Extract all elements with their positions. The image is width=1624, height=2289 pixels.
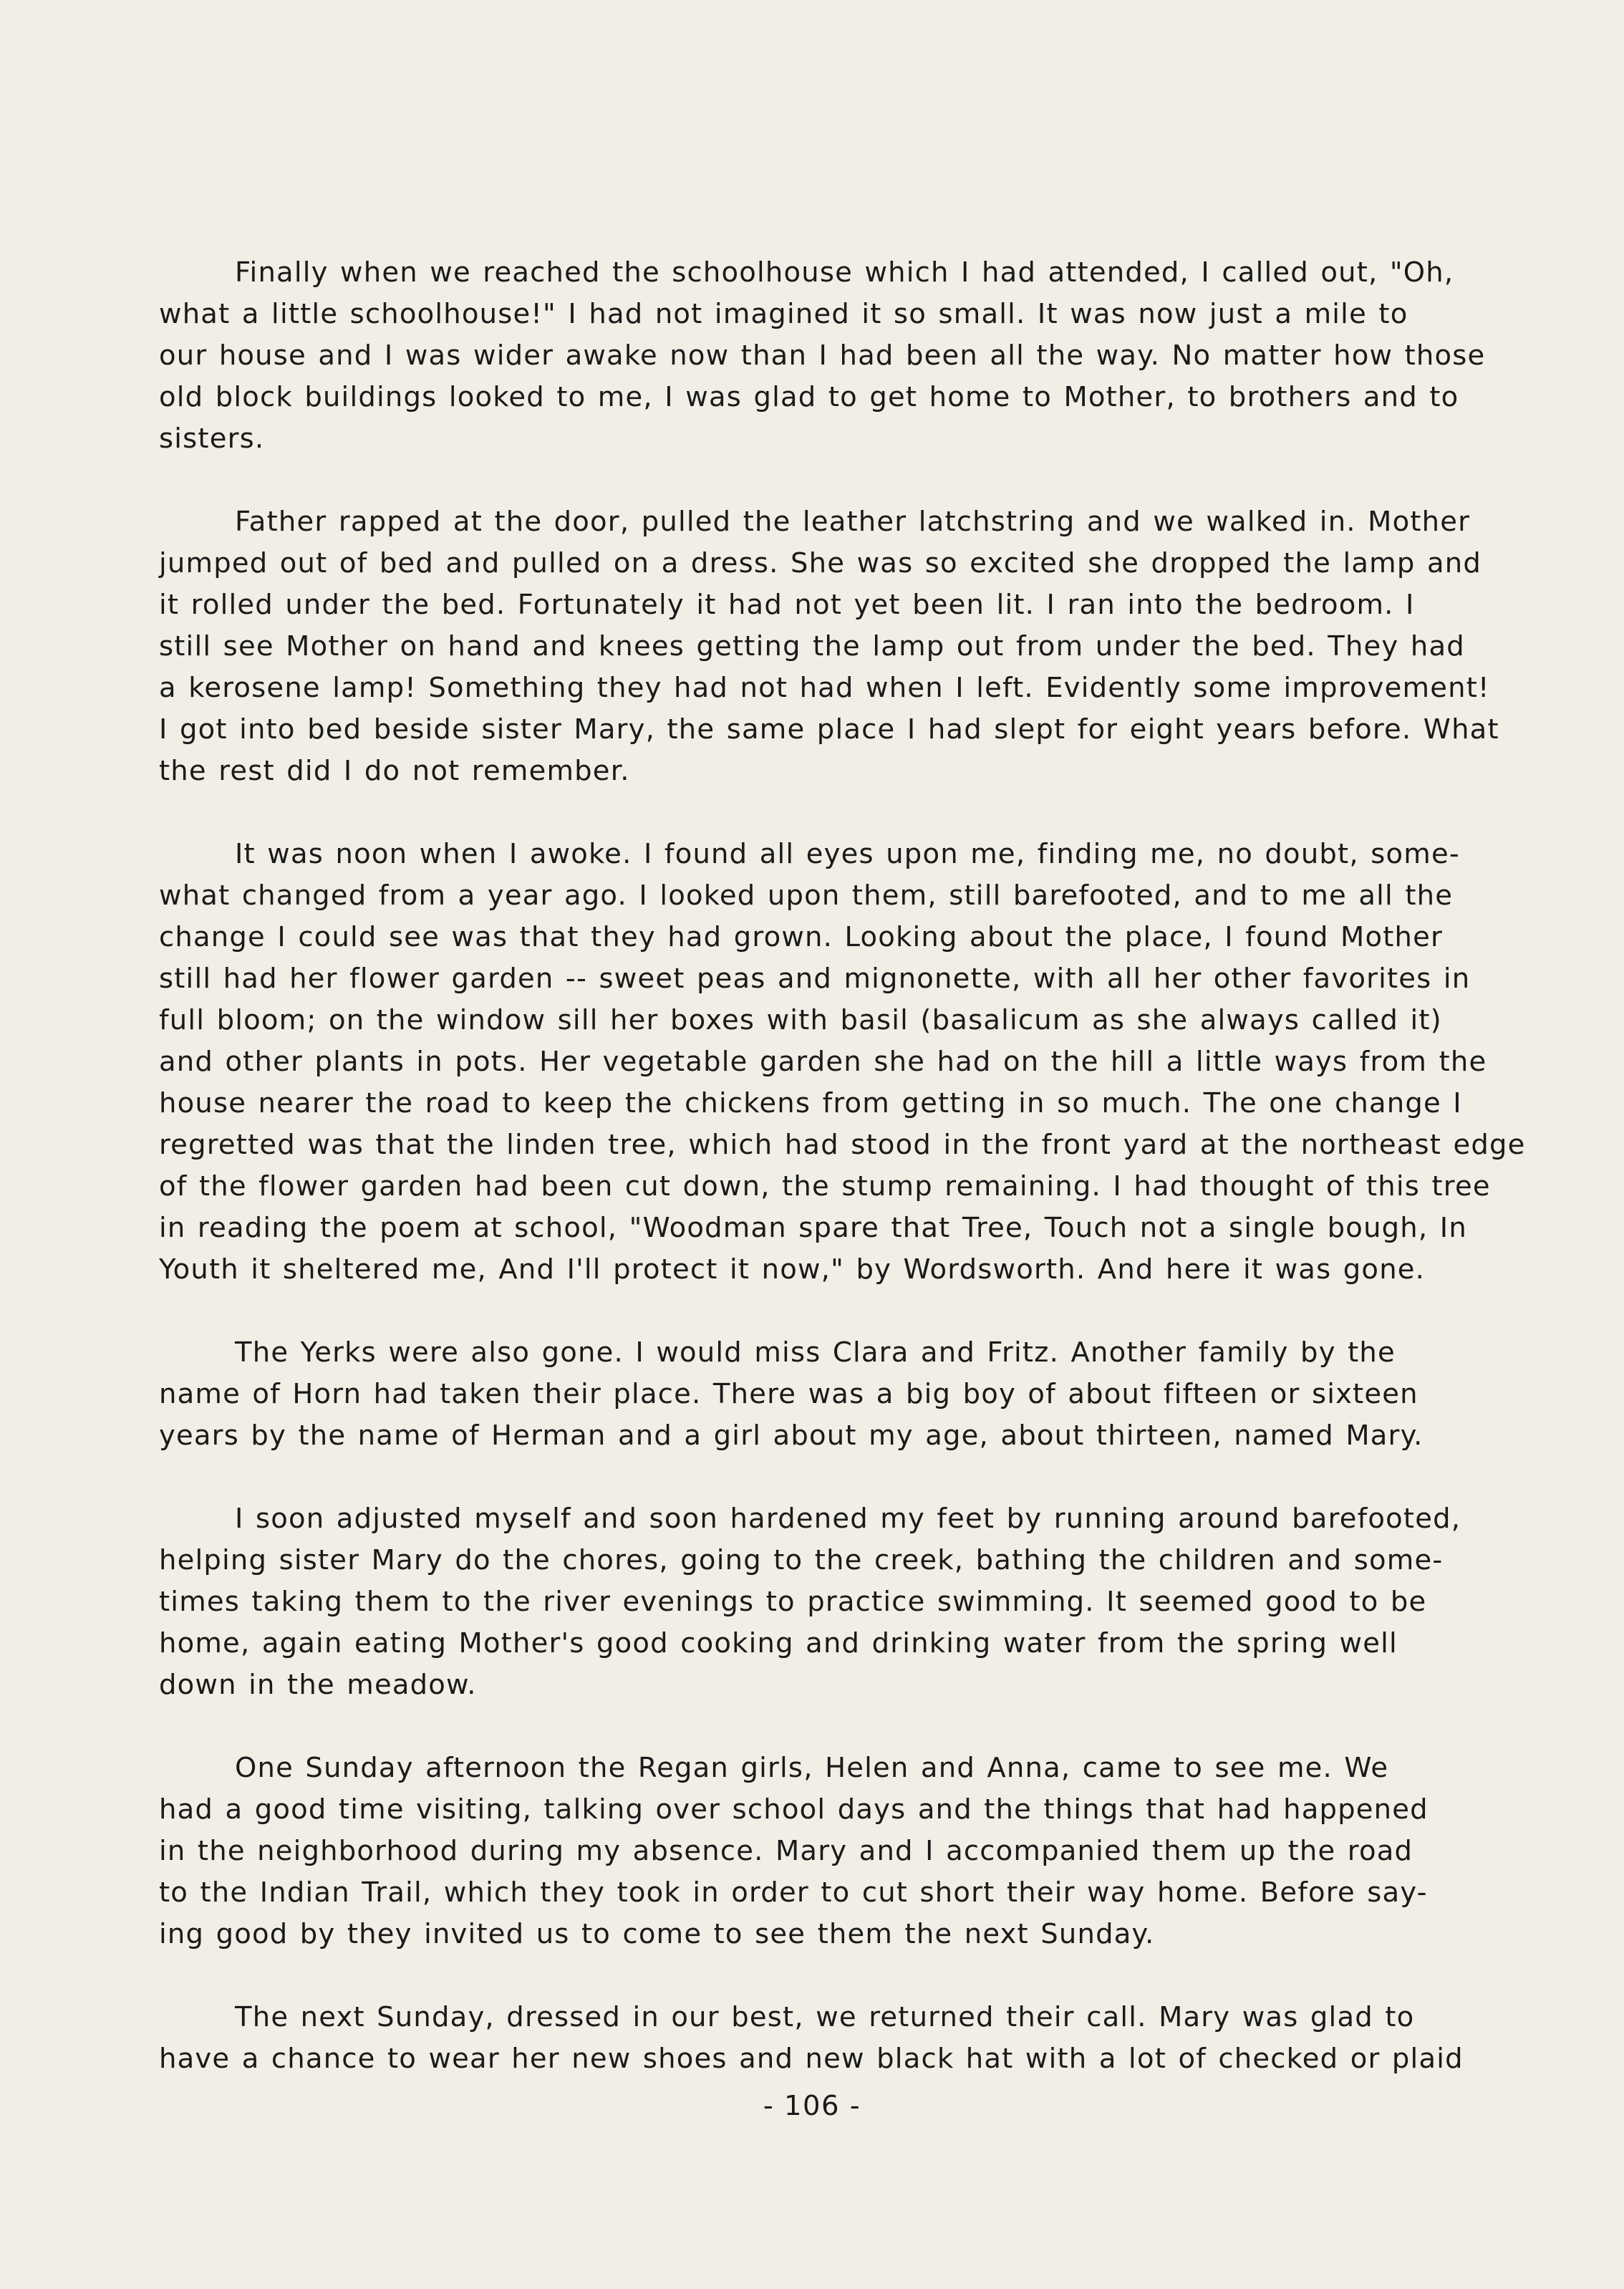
paragraph-arrival	[159, 501, 1555, 792]
text-line: Youth it sheltered me, And I'll protect it now," by Wordsworth. And here it was gone.	[159, 1253, 1426, 1286]
text-line: have a chance to wear her new shoes and new black hat with a lot of checked or plaid	[159, 2043, 1464, 2075]
text-line: The next Sunday, dressed in our best, we returned their call. Mary was glad to	[235, 2001, 1415, 2033]
text-line: of the flower garden had been cut down, the stump remaining. I had thought of this tree	[159, 1170, 1491, 1203]
text-line: jumped out of bed and pulled on a dress. She was so excited she dropped the lamp and	[159, 547, 1482, 579]
text-line: I got into bed beside sister Mary, the same place I had slept for eight years before. What	[159, 713, 1499, 746]
text-line: our house and I was wider awake now than I had been all the way. No matter how those	[159, 339, 1486, 372]
text-line: It was noon when I awoke. I found all eyes upon me, finding me, no doubt, some-	[235, 838, 1460, 870]
paragraph-noon	[159, 834, 1555, 1291]
text-line: still had her flower garden -- sweet peas and mignonette, with all her other favorites in	[159, 963, 1471, 995]
text-line: house nearer the road to keep the chickens from getting in so much. The one change I	[159, 1087, 1462, 1119]
text-line: home, again eating Mother's good cooking and drinking water from the spring well	[159, 1627, 1398, 1659]
text-line: full bloom; on the window sill her boxes with basil (basalicum as she always called it)	[159, 1004, 1442, 1036]
text-line: Father rapped at the door, pulled the leather latchstring and we walked in. Mother	[235, 506, 1471, 538]
text-line: helping sister Mary do the chores, going to the creek, bathing the children and some-	[159, 1544, 1444, 1576]
paragraph-schoolhouse	[159, 252, 1555, 460]
text-line: ing good by they invited us to come to see them the next Sunday.	[159, 1918, 1155, 1950]
text-line: in the neighborhood during my absence. Mary and I accompanied them up the road	[159, 1835, 1413, 1867]
text-line: I soon adjusted myself and soon hardened my feet by running around barefooted,	[235, 1503, 1461, 1535]
text-line: The Yerks were also gone. I would miss Clara and Fritz. Another family by the	[235, 1336, 1396, 1369]
text-line: name of Horn had taken their place. There was a big boy of about fifteen or sixteen	[159, 1378, 1418, 1410]
text-line: regretted was that the linden tree, which had stood in the front yard at the northeast edge	[159, 1129, 1526, 1161]
paragraph-next-sunday	[159, 1997, 1555, 2080]
text-line: down in the meadow.	[159, 1669, 477, 1701]
text-line: change I could see was that they had grown. Looking about the place, I found Mother	[159, 921, 1444, 953]
text-line: had a good time visiting, talking over school days and the things that had happened	[159, 1793, 1429, 1826]
text-line: Finally when we reached the schoolhouse which I had attended, I called out, "Oh,	[235, 256, 1454, 289]
text-line: the rest did I do not remember.	[159, 755, 630, 787]
text-line: it rolled under the bed. Fortunately it had not yet been lit. I ran into the bedroom. I	[159, 589, 1415, 621]
text-line: to the Indian Trail, which they took in order to cut short their way home. Before say-	[159, 1876, 1428, 1909]
text-line: what changed from a year ago. I looked upon them, still barefooted, and to me all the	[159, 880, 1454, 912]
text-line: years by the name of Herman and a girl about my age, about thirteen, named Mary.	[159, 1420, 1424, 1452]
text-line: a kerosene lamp! Something they had not had when I left. Evidently some improvement!	[159, 672, 1490, 704]
body-text	[159, 252, 1555, 2121]
text-line: One Sunday afternoon the Regan girls, Helen and Anna, came to see me. We	[235, 1752, 1389, 1784]
page-number: - 106 -	[763, 2090, 861, 2122]
paragraph-yerks	[159, 1332, 1555, 1457]
text-line: in reading the poem at school, "Woodman spare that Tree, Touch not a single bough, In	[159, 1212, 1467, 1244]
text-line: and other plants in pots. Her vegetable garden she had on the hill a little ways from the	[159, 1046, 1487, 1078]
text-line: sisters.	[159, 423, 265, 455]
text-line: still see Mother on hand and knees getting the lamp out from under the bed. They had	[159, 630, 1465, 662]
paragraph-adjusted	[159, 1498, 1555, 1706]
text-line: what a little schoolhouse!" I had not imagined it so small. It was now just a mile to	[159, 298, 1408, 330]
paragraph-regan-girls	[159, 1748, 1555, 1955]
text-line: times taking them to the river evenings to practice swimming. It seemed good to be	[159, 1586, 1427, 1618]
text-line: old block buildings looked to me, I was glad to get home to Mother, to brothers and to	[159, 381, 1459, 413]
